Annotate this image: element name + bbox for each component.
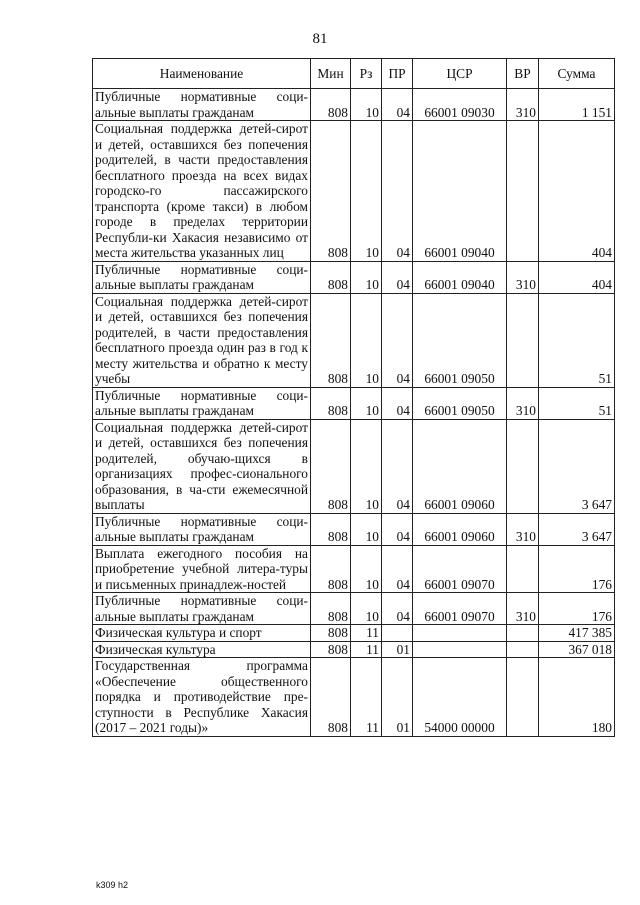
cell-min: 808 <box>311 513 351 545</box>
header-min: Мин <box>311 59 351 89</box>
cell-csr: 66001 09050 <box>413 387 507 419</box>
cell-vr: 310 <box>507 513 539 545</box>
header-csr: ЦСР <box>413 59 507 89</box>
cell-csr <box>413 625 507 642</box>
cell-min: 808 <box>311 261 351 293</box>
cell-name: Физическая культура и спорт <box>93 625 311 642</box>
table-header <box>93 59 615 89</box>
cell-rz: 10 <box>351 513 382 545</box>
cell-min: 808 <box>311 625 351 642</box>
cell-name: Выплата ежегодного пособия на приобретение учебной литера-туры и письменных принадлеж-ностей <box>93 545 311 593</box>
cell-name: Социальная поддержка детей-сирот и детей, оставшихся без попечения родителей, в части предоставления бесплатного проезда на всех видах городско-го пассажирского транспорта (кроме такси) в любом городе в пределах территории Республи-ки Хакасия независимо от места жительства указанных лиц <box>93 121 311 262</box>
cell-rz: 10 <box>351 387 382 419</box>
cell-csr: 66001 09030 <box>413 89 507 121</box>
cell-sum: 51 <box>539 387 615 419</box>
table-row <box>93 121 615 262</box>
cell-vr: 310 <box>507 387 539 419</box>
cell-sum: 3 647 <box>539 419 615 513</box>
cell-name: Социальная поддержка детей-сирот и детей, оставшихся без попечения родителей, обучаю-щихся в организациях профес-сионального образования, в ча-сти ежемесячной выплаты <box>93 419 311 513</box>
cell-csr: 54000 00000 <box>413 658 507 737</box>
cell-vr <box>507 419 539 513</box>
cell-csr: 66001 09050 <box>413 293 507 387</box>
cell-vr <box>507 658 539 737</box>
cell-vr <box>507 121 539 262</box>
cell-sum: 180 <box>539 658 615 737</box>
cell-min: 808 <box>311 121 351 262</box>
cell-vr: 310 <box>507 89 539 121</box>
table-row <box>93 261 615 293</box>
cell-pr: 04 <box>382 89 413 121</box>
cell-pr: 04 <box>382 513 413 545</box>
cell-name: Физическая культура <box>93 641 311 658</box>
header-rz: Рз <box>351 59 382 89</box>
cell-csr: 66001 09040 <box>413 121 507 262</box>
cell-pr <box>382 625 413 642</box>
cell-pr: 04 <box>382 387 413 419</box>
cell-pr: 04 <box>382 261 413 293</box>
cell-min: 808 <box>311 545 351 593</box>
cell-vr <box>507 641 539 658</box>
header-name: Наименование <box>93 59 311 89</box>
table-row <box>93 387 615 419</box>
cell-csr: 66001 09040 <box>413 261 507 293</box>
cell-sum: 176 <box>539 545 615 593</box>
cell-vr <box>507 625 539 642</box>
cell-sum: 417 385 <box>539 625 615 642</box>
cell-rz: 10 <box>351 419 382 513</box>
cell-rz: 11 <box>351 658 382 737</box>
cell-csr: 66001 09070 <box>413 545 507 593</box>
table-row <box>93 625 615 642</box>
cell-vr: 310 <box>507 593 539 625</box>
table-row <box>93 89 615 121</box>
cell-min: 808 <box>311 387 351 419</box>
cell-min: 808 <box>311 293 351 387</box>
cell-rz: 10 <box>351 293 382 387</box>
cell-sum: 404 <box>539 261 615 293</box>
cell-vr <box>507 293 539 387</box>
cell-name: Публичные нормативные соци-альные выплаты гражданам <box>93 261 311 293</box>
cell-csr: 66001 09070 <box>413 593 507 625</box>
cell-min: 808 <box>311 593 351 625</box>
header-vr: ВР <box>507 59 539 89</box>
table-row <box>93 658 615 737</box>
cell-pr: 04 <box>382 419 413 513</box>
cell-rz: 10 <box>351 121 382 262</box>
cell-min: 808 <box>311 89 351 121</box>
cell-name: Публичные нормативные соци-альные выплаты гражданам <box>93 89 311 121</box>
cell-name: Публичные нормативные соци-альные выплаты гражданам <box>93 593 311 625</box>
table-row <box>93 293 615 387</box>
cell-min: 808 <box>311 419 351 513</box>
page-number: 81 <box>312 31 328 47</box>
cell-pr: 01 <box>382 641 413 658</box>
table-row <box>93 419 615 513</box>
cell-pr: 04 <box>382 593 413 625</box>
cell-sum: 3 647 <box>539 513 615 545</box>
cell-rz: 11 <box>351 625 382 642</box>
cell-csr <box>413 641 507 658</box>
cell-name: Публичные нормативные соци-альные выплаты гражданам <box>93 387 311 419</box>
table-body <box>93 89 615 737</box>
budget-table <box>92 58 615 737</box>
cell-sum: 1 151 <box>539 89 615 121</box>
cell-csr: 66001 09060 <box>413 513 507 545</box>
table-row <box>93 513 615 545</box>
cell-sum: 404 <box>539 121 615 262</box>
cell-min: 808 <box>311 641 351 658</box>
cell-name: Социальная поддержка детей-сирот и детей, оставшихся без попечения родителей, в части предоставления бесплатного проезда один раз в год к месту жительства и обратно к месту учебы <box>93 293 311 387</box>
cell-pr: 04 <box>382 545 413 593</box>
cell-csr: 66001 09060 <box>413 419 507 513</box>
footer-code: k309 h2 <box>96 880 129 890</box>
cell-pr: 01 <box>382 658 413 737</box>
cell-sum: 367 018 <box>539 641 615 658</box>
cell-rz: 10 <box>351 261 382 293</box>
cell-pr: 04 <box>382 121 413 262</box>
cell-rz: 10 <box>351 545 382 593</box>
cell-sum: 51 <box>539 293 615 387</box>
cell-rz: 10 <box>351 89 382 121</box>
cell-vr: 310 <box>507 261 539 293</box>
cell-vr <box>507 545 539 593</box>
table-row <box>93 641 615 658</box>
header-sum: Сумма <box>539 59 615 89</box>
table-row <box>93 593 615 625</box>
cell-rz: 10 <box>351 593 382 625</box>
cell-rz: 11 <box>351 641 382 658</box>
table-row <box>93 545 615 593</box>
cell-pr: 04 <box>382 293 413 387</box>
cell-min: 808 <box>311 658 351 737</box>
cell-sum: 176 <box>539 593 615 625</box>
cell-name: Публичные нормативные соци-альные выплаты гражданам <box>93 513 311 545</box>
cell-name: Государственная программа «Обеспечение общественного порядка и противодействие пре-ступности в Республике Хакасия (2017 – 2021 годы)» <box>93 658 311 737</box>
header-pr: ПР <box>382 59 413 89</box>
